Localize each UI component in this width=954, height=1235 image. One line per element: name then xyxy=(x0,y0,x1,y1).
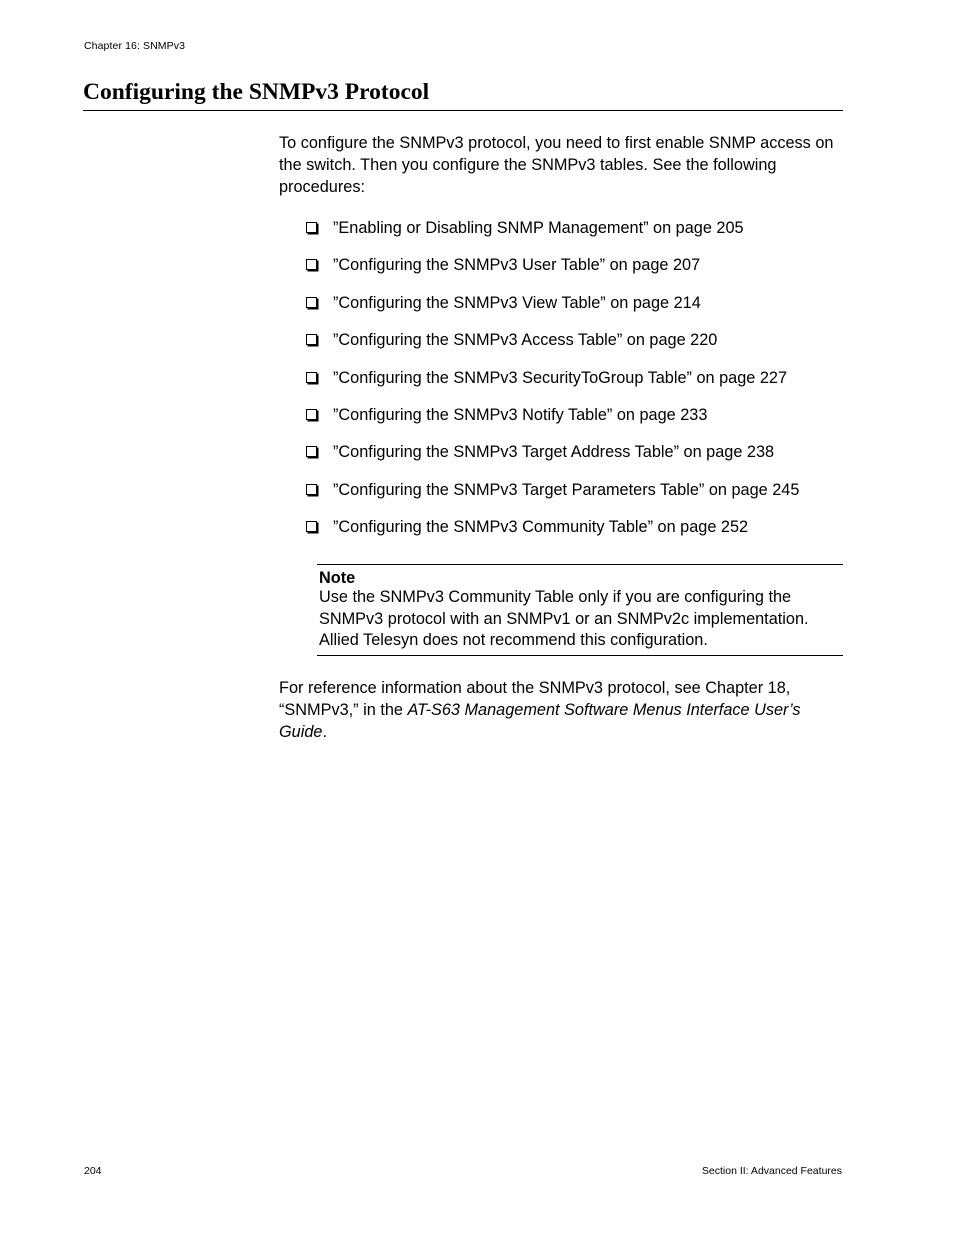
procedure-link[interactable]: ”Configuring the SNMPv3 Target Parameters Table” on page 245 xyxy=(333,480,800,499)
procedure-list xyxy=(306,215,846,552)
list-item xyxy=(306,290,846,327)
procedure-link[interactable]: ”Configuring the SNMPv3 User Table” on page 207 xyxy=(333,256,701,275)
procedure-link[interactable]: ”Configuring the SNMPv3 Notify Table” on page 233 xyxy=(333,405,708,424)
reference-suffix: . xyxy=(322,723,327,741)
procedure-link[interactable]: ”Configuring the SNMPv3 SecurityToGroup Table” on page 227 xyxy=(333,368,788,387)
checkbox-bullet-icon xyxy=(306,297,317,308)
checkbox-bullet-icon xyxy=(306,372,317,383)
procedure-link[interactable]: ”Configuring the SNMPv3 Access Table” on page 220 xyxy=(333,331,718,350)
list-item xyxy=(306,439,846,476)
list-item xyxy=(306,215,846,252)
note-text: Use the SNMPv3 Community Table only if you are configuring the SNMPv3 protocol with an SNMPv1 or an SNMPv2c implementation. Allied Telesyn does not recommend this configuration. xyxy=(319,588,809,649)
list-item xyxy=(306,402,846,439)
procedure-link[interactable]: ”Configuring the SNMPv3 Community Table” on page 252 xyxy=(333,518,749,537)
checkbox-bullet-icon xyxy=(306,409,317,420)
list-item xyxy=(306,365,846,402)
checkbox-bullet-icon xyxy=(306,446,317,457)
list-item xyxy=(306,514,846,551)
note-label: Note xyxy=(319,569,356,587)
note-box xyxy=(317,564,843,656)
reference-paragraph xyxy=(279,677,844,743)
reference-text: For reference information about the SNMPv3 protocol, see Chapter 18, “SNMPv3,” in the xyxy=(279,679,791,719)
list-item xyxy=(306,327,846,364)
procedure-link[interactable]: ”Configuring the SNMPv3 Target Address Table” on page 238 xyxy=(333,443,775,462)
title-rule xyxy=(83,110,843,111)
page-title: Configuring the SNMPv3 Protocol xyxy=(83,79,430,105)
intro-paragraph: To configure the SNMPv3 protocol, you need to first enable SNMP access on the switch. Then you configure the SNMPv3 tables. See the following procedures: xyxy=(279,134,834,196)
procedure-link[interactable]: ”Configuring the SNMPv3 View Table” on page 214 xyxy=(333,293,701,312)
checkbox-bullet-icon xyxy=(306,222,317,233)
book-title-link[interactable]: AT-S63 Management Software Menus Interface User’s Guide xyxy=(279,701,801,741)
list-item xyxy=(306,477,846,514)
list-item xyxy=(306,252,846,289)
procedure-link[interactable]: ”Enabling or Disabling SNMP Management” on page 205 xyxy=(333,219,744,237)
checkbox-bullet-icon xyxy=(306,521,317,532)
running-head: Chapter 16: SNMPv3 xyxy=(84,40,186,52)
page-number: 204 xyxy=(84,1165,102,1177)
checkbox-bullet-icon xyxy=(306,484,317,495)
section-footer: Section II: Advanced Features xyxy=(701,1165,842,1177)
checkbox-bullet-icon xyxy=(306,259,317,270)
checkbox-bullet-icon xyxy=(306,334,317,345)
